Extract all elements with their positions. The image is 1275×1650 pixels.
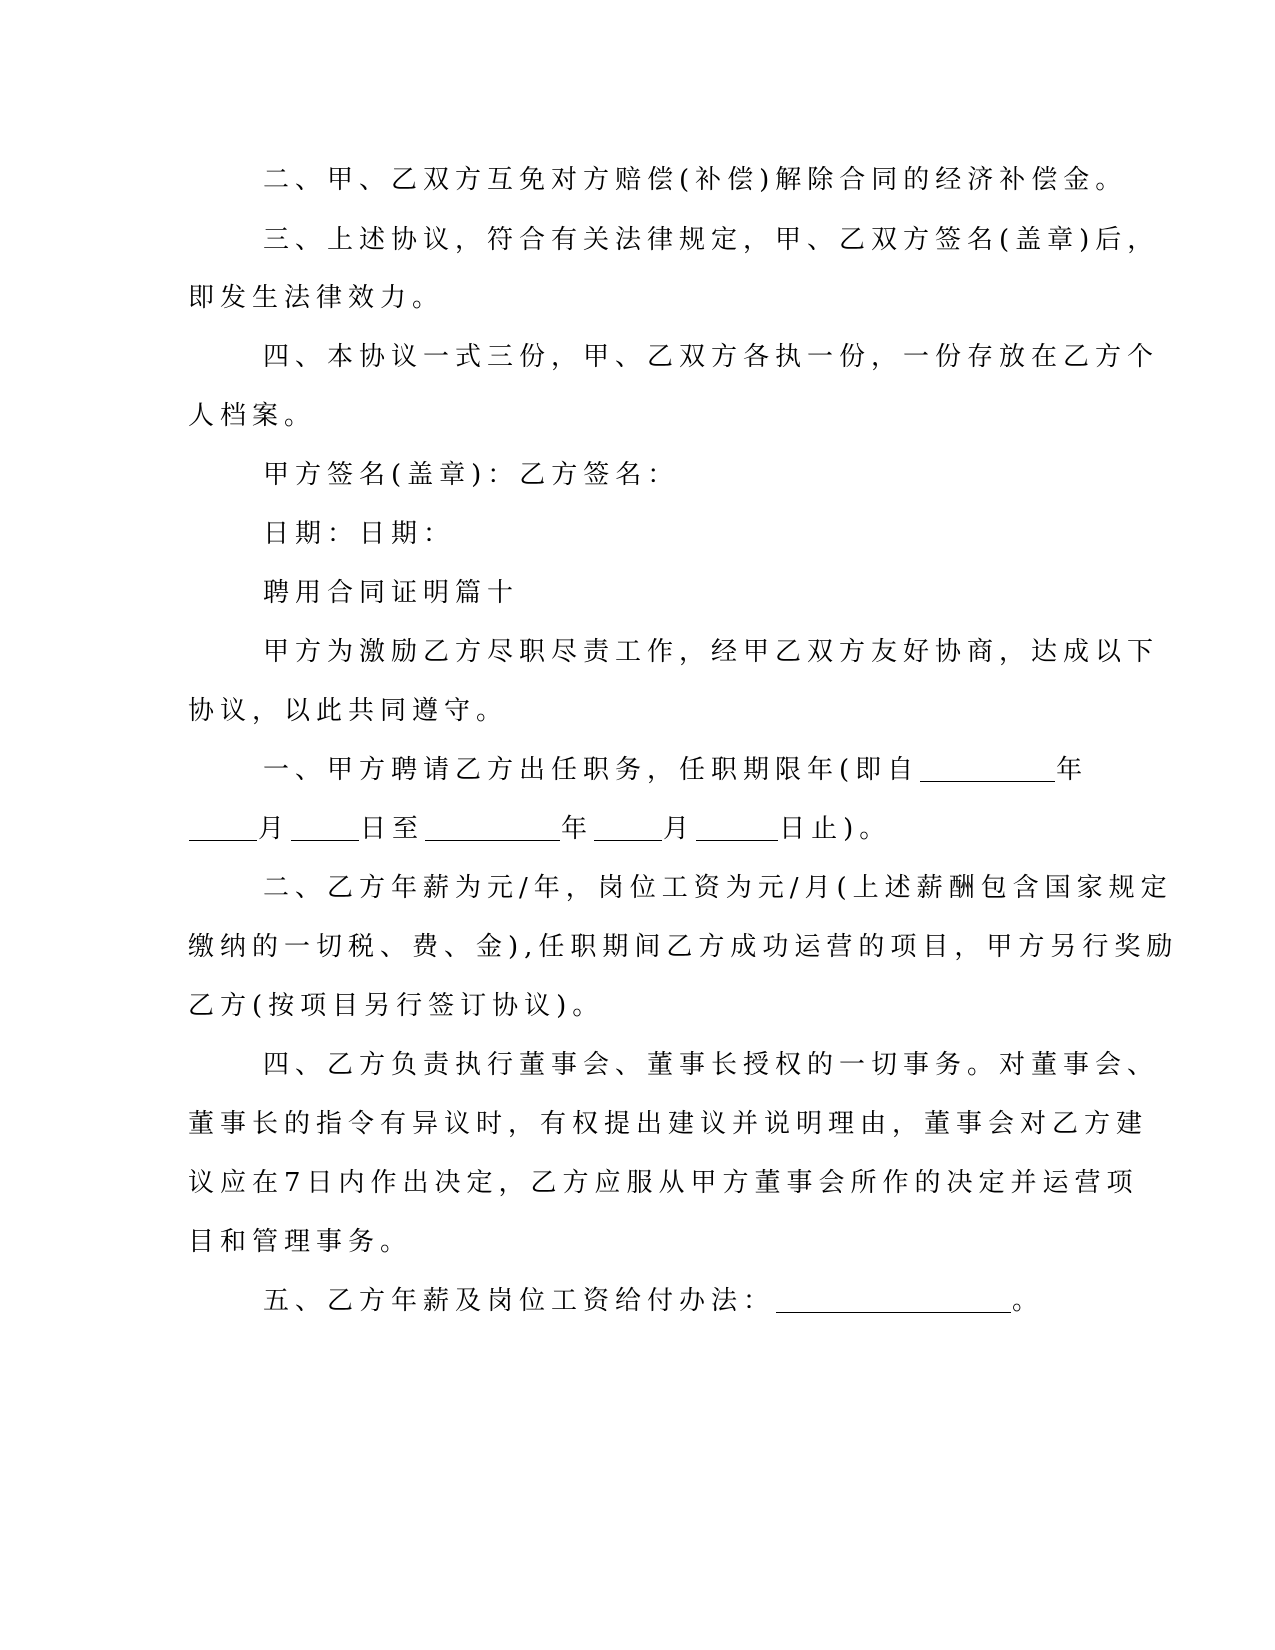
- paragraph-line: 甲方为激励乙方尽职尽责工作，经甲乙双方友好协商，达成以下: [263, 637, 1160, 667]
- paragraph-line: 协议，以此共同遵守。: [188, 696, 509, 726]
- month-label: 月: [663, 814, 696, 844]
- section-heading: 聘用合同证明篇十: [263, 578, 520, 608]
- paragraph-line: 四、乙方负责执行董事会、董事长授权的一切事务。对董事会、: [263, 1050, 1160, 1080]
- paragraph-line: [263, 1281, 1044, 1321]
- year-label: 年: [1056, 755, 1089, 785]
- signature-line: 甲方签名(盖章)：乙方签名：: [263, 460, 680, 490]
- day-end-label: 日止)。: [779, 814, 892, 844]
- paragraph-line: 四、本协议一式三份，甲、乙双方各执一份，一份存放在乙方个: [263, 342, 1160, 372]
- day-to-label: 日至: [360, 814, 425, 844]
- fill-blank[interactable]: [189, 812, 257, 841]
- fill-blank[interactable]: [594, 812, 662, 841]
- paragraph-line: 二、甲、乙双方互免对方赔偿(补偿)解除合同的经济补偿金。: [263, 165, 1128, 195]
- fill-blank[interactable]: [696, 812, 778, 841]
- paragraph-line: 议应在7日内作出决定，乙方应服从甲方董事会所作的决定并运营项: [188, 1168, 1139, 1198]
- fill-blank[interactable]: [920, 753, 1055, 782]
- paragraph-line: 二、乙方年薪为元/年，岗位工资为元/月(上述薪酬包含国家规定: [263, 873, 1173, 903]
- paragraph-line: 乙方(按项目另行签订协议)。: [188, 991, 605, 1021]
- date-line: 日期：日期：: [263, 519, 456, 549]
- period-mark: 。: [1012, 1286, 1045, 1316]
- paragraph-line: [188, 809, 891, 849]
- month-label: 月: [258, 814, 291, 844]
- paragraph-line: 即发生法律效力。: [188, 283, 445, 313]
- year-label: 年: [561, 814, 594, 844]
- paragraph-line: 人档案。: [188, 401, 317, 431]
- fill-blank[interactable]: [425, 812, 560, 841]
- paragraph-line: 缴纳的一切税、费、金),任职期间乙方成功运营的项目，甲方另行奖励: [188, 932, 1179, 962]
- paragraph-line: [263, 750, 1088, 790]
- clause-text: 五、乙方年薪及岗位工资给付办法：: [263, 1286, 776, 1316]
- clause-text: 一、甲方聘请乙方出任职务，任职期限年(即自: [263, 755, 920, 785]
- fill-blank[interactable]: [291, 812, 359, 841]
- paragraph-line: 目和管理事务。: [188, 1227, 413, 1257]
- fill-blank[interactable]: [776, 1284, 1011, 1313]
- paragraph-line: 三、上述协议，符合有关法律规定，甲、乙双方签名(盖章)后，: [263, 225, 1160, 255]
- paragraph-line: 董事长的指令有异议时，有权提出建议并说明理由，董事会对乙方建: [188, 1109, 1149, 1139]
